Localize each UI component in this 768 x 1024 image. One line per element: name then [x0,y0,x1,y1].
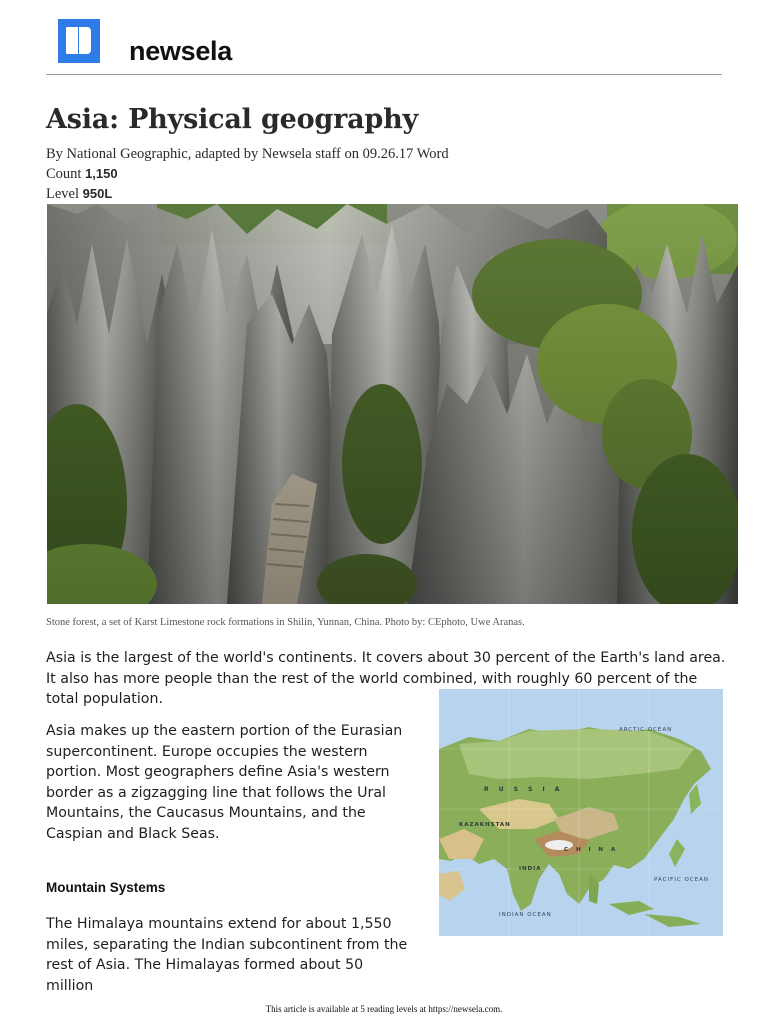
paragraph-1: Asia is the largest of the world's continents. It covers about 30 percent of the Earth's land area. It also has more people than the rest of the world combined, with roughly 60 percent of the total population. [46,650,726,707]
asia-map [439,689,723,936]
map-label-russia: R U S S I A [484,786,564,793]
word-count-label: Count [46,166,82,182]
map-label-indian-ocean: INDIAN OCEAN [499,912,552,918]
map-label-india: INDIA [519,866,542,872]
footer-note: This article is available at 5 reading levels at https://newsela.com. [265,1004,503,1014]
article-title: Asia: Physical geography [46,104,419,135]
logo-page-right [79,27,91,54]
map-label-arctic-ocean: ARCTIC OCEAN [619,727,673,733]
brand-wordmark[interactable]: newsela [129,36,232,66]
map-label-pacific-ocean: PACIFIC OCEAN [654,877,709,883]
word-count-value: 1,150 [85,166,118,181]
section-heading-mountain-systems: Mountain Systems [46,880,166,895]
paragraph-3: The Himalaya mountains extend for about 1,550 miles, separating the Indian subcontinent from the rest of Asia. The Himalayas formed about 50 million [46,916,408,994]
byline: By National Geographic, adapted by Newsela staff on 09.26.17 Word [46,146,449,162]
reading-level-value: 950L [82,186,113,201]
reading-level [46,184,449,204]
article-meta [46,145,449,204]
word-count [46,164,449,184]
header-divider [46,74,722,75]
asia-relief-map [439,689,723,936]
newsela-logo-icon[interactable] [58,19,100,63]
map-label-kazakhstan: KAZAKHSTAN [459,822,511,828]
stone-forest-image [47,204,738,604]
photo-caption: Stone forest, a set of Karst Limestone rock formations in Shilin, Yunnan, China. Photo by: CEphoto, Uwe Aranas. [46,617,525,628]
paragraph-2: Asia makes up the eastern portion of the Eurasian supercontinent. Europe occupies the western portion. Most geographers define Asia's western border as a zigzagging line that follows the Ural Mountains, the Caucasus Mountains, and the Caspian and Black Seas. [46,723,403,842]
hero-photo [47,204,738,604]
map-label-china: C H I N A [564,847,619,853]
reading-level-label: Level [46,186,80,202]
logo-page-left [66,27,78,54]
